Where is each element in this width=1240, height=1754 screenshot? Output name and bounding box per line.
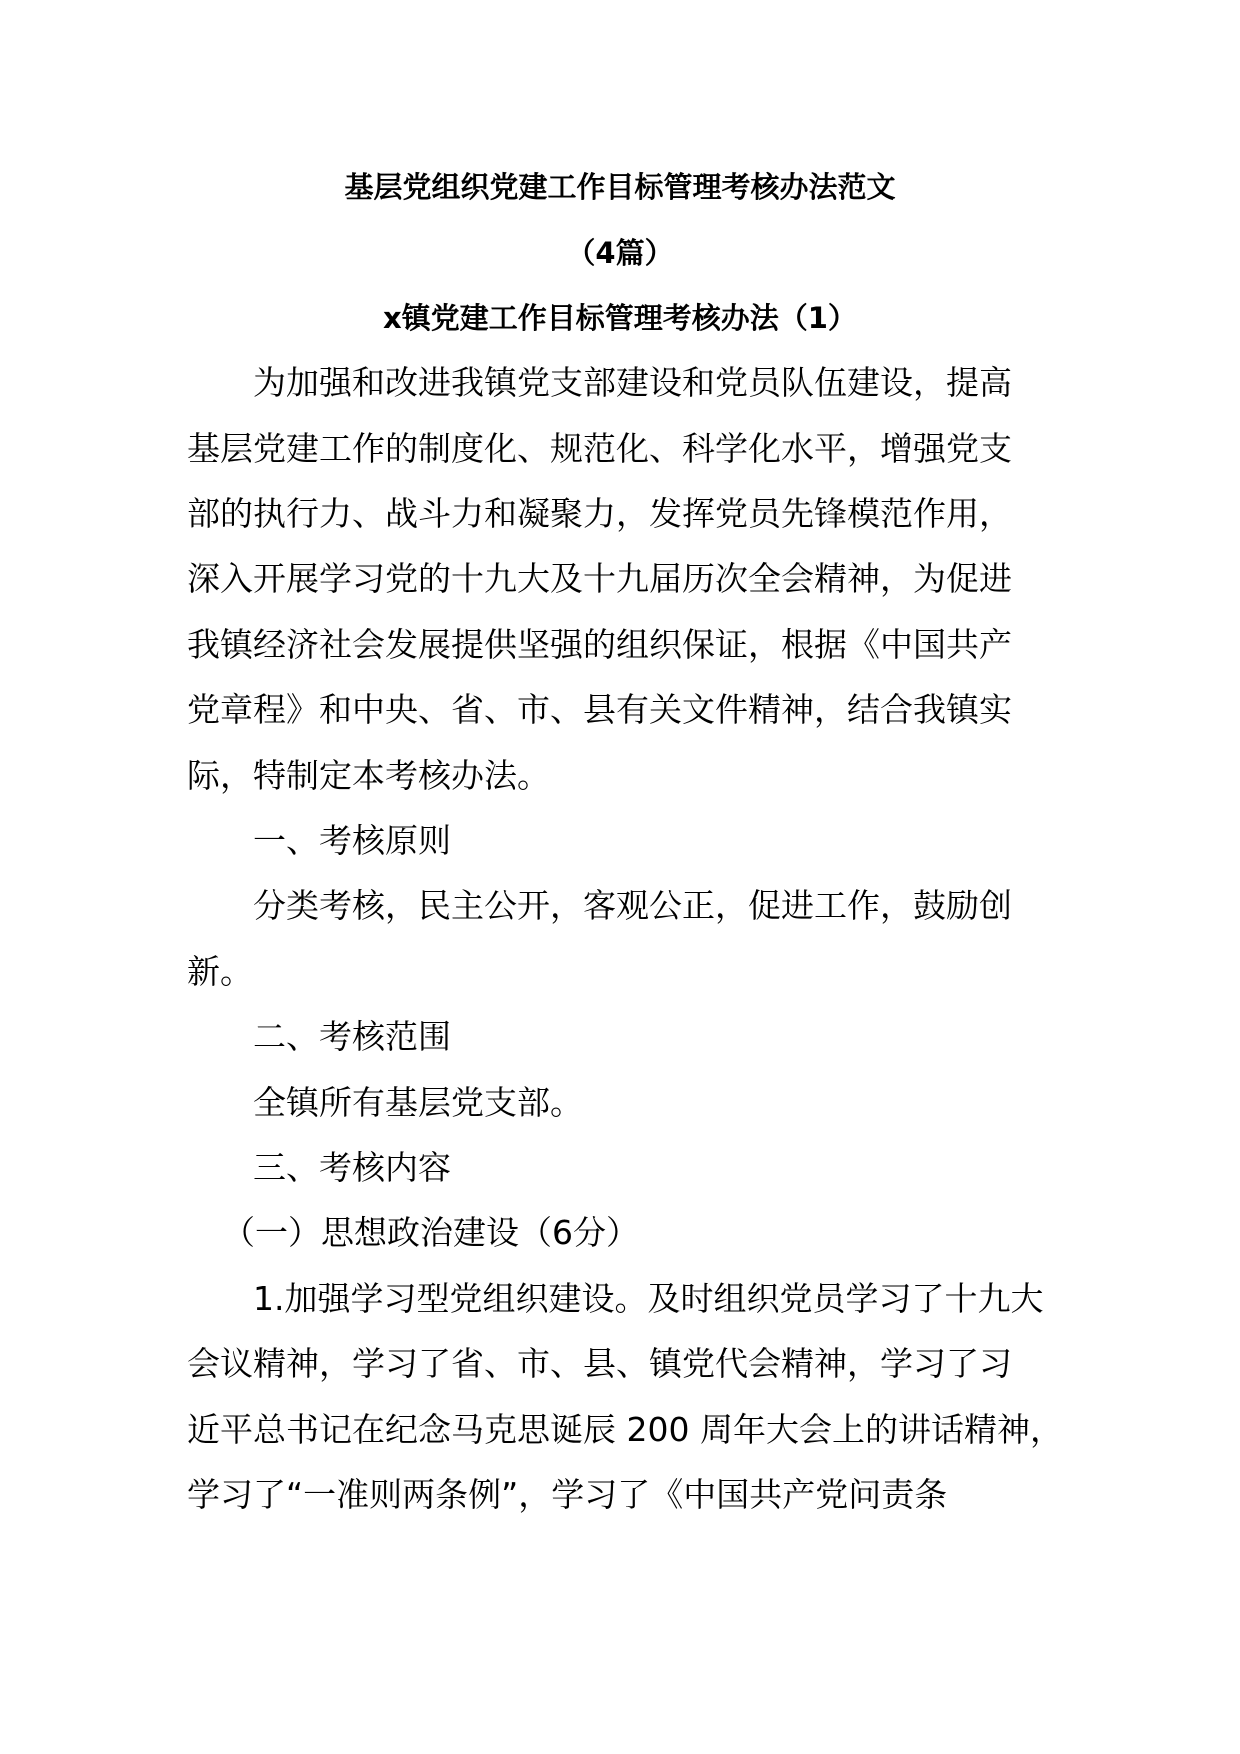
paragraph-line: 部的执行力、战斗力和凝聚力，发挥党员先锋模范作用， xyxy=(187,494,1012,533)
document-subtitle: x镇党建工作目标管理考核办法（1） xyxy=(383,301,857,335)
document-title: 基层党组织党建工作目标管理考核办法范文 xyxy=(344,170,896,204)
subsection-heading: （一）思想政治建设（6分） xyxy=(222,1213,639,1252)
paragraph-line: 我镇经济社会发展提供坚强的组织保证，根据《中国共产 xyxy=(187,625,1012,664)
paragraph-line: 分类考核，民主公开，客观公正，促进工作，鼓励创 xyxy=(253,886,1012,925)
paragraph-line: 际，特制定本考核办法。 xyxy=(187,756,550,795)
paragraph-line: 深入开展学习党的十九大及十九届历次全会精神，为促进 xyxy=(187,559,1012,598)
paragraph-line: 会议精神，学习了省、市、县、镇党代会精神，学习了习 xyxy=(187,1344,1012,1383)
paragraph-line: 为加强和改进我镇党支部建设和党员队伍建设，提高 xyxy=(253,363,1012,402)
paragraph-line: 1.加强学习型党组织建设。及时组织党员学习了十九大 xyxy=(253,1279,1044,1318)
document-title-count: （4篇） xyxy=(566,236,674,270)
paragraph-line: 全镇所有基层党支部。 xyxy=(253,1083,583,1122)
section-heading: 一、考核原则 xyxy=(253,821,451,860)
section-heading: 二、考核范围 xyxy=(253,1017,451,1056)
paragraph-line: 学习了“一准则两条例”，学习了《中国共产党问责条 xyxy=(187,1475,948,1514)
paragraph-line: 基层党建工作的制度化、规范化、科学化水平，增强党支 xyxy=(187,429,1012,468)
paragraph-line: 新。 xyxy=(187,952,253,991)
paragraph-line: 近平总书记在纪念马克思诞辰 200 周年大会上的讲话精神， xyxy=(187,1410,1063,1449)
paragraph-line: 党章程》和中央、省、市、县有关文件精神，结合我镇实 xyxy=(187,690,1012,729)
section-heading: 三、考核内容 xyxy=(253,1148,451,1187)
